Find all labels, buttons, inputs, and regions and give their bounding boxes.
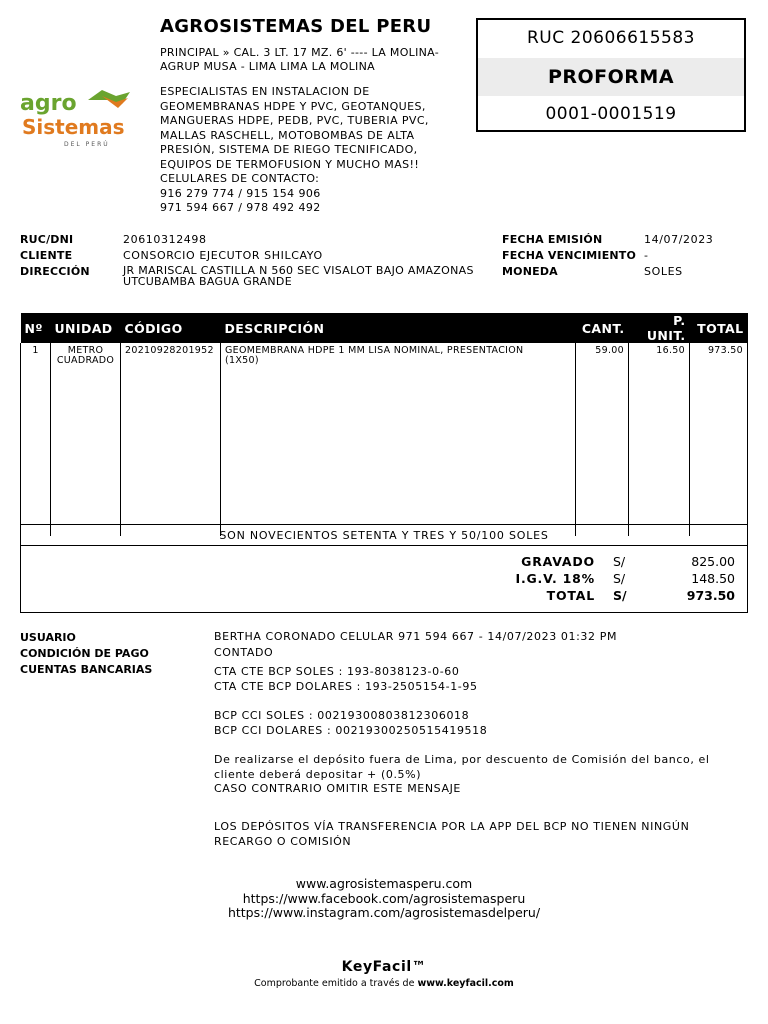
row-unit-price: 16.50 [629,343,690,536]
facebook-link[interactable]: https://www.facebook.com/agrosistemasperu [242,890,526,906]
instagram-link[interactable]: https://www.instagram.com/agrosistemasdelperu/ [227,905,541,920]
company-links [0,877,768,921]
header-quantity: CANT. [576,313,629,343]
keyfacil-brand: KeyFacil™ [341,959,427,975]
gravado-value: 825.00 [691,554,735,569]
bank-account-line: CTA CTE BCP DOLARES : 193-2505154-1-95 [214,679,478,693]
bank-cci-line: BCP CCI SOLES : 00219300803812306018 [214,709,470,722]
header-number: Nº [21,313,51,343]
document-id-box [476,18,746,132]
payment-label: CONDICIÓN DE PAGO [20,647,149,660]
transfer-note-line: RECARGO O COMISIÓN [214,834,352,848]
bank-cci [214,709,487,738]
header-unit-price: P. UNIT. [629,313,690,343]
row-unit-line: CUADRADO [56,355,115,366]
row-description-line: (1X50) [225,355,259,366]
specialty-line: 916 279 774 / 915 154 906 [160,186,321,200]
total-value: 973.50 [686,588,735,603]
ruc-dni-value: 20610312498 [123,233,207,246]
user-value: BERTHA CORONADO CELULAR 971 594 667 - 14/07/2023 01:32 PM [214,630,618,643]
items-table [20,313,748,536]
bank-cci-line: BCP CCI DOLARES : 00219300250515419518 [214,723,488,737]
amount-in-words: SON NOVECIENTOS SETENTA Y TRES Y 50/100 SOLES [20,524,748,546]
total-label: TOTAL [546,588,595,603]
row-code: 20210928201952 [121,343,221,536]
due-date-value: - [644,249,649,262]
igv-label: I.G.V. 18% [515,571,595,586]
emitted-by [0,978,768,989]
deposit-note [214,753,710,797]
specialty-line: PRESIÓN, SISTEMA DE RIEGO TECNIFICADO, [160,143,418,156]
keyfacil-link[interactable]: www.keyfacil.com [417,978,514,989]
user-label: USUARIO [20,631,76,644]
deposit-note-line: De realizarse el depósito fuera de Lima, por descuento de Comisión del banco, el [214,753,710,766]
due-date-label: FECHA VENCIMIENTO [502,249,637,262]
document-number: 0001-0001519 [545,104,677,124]
logo-text-agro: agro [20,91,77,116]
issue-date-value: 14/07/2023 [644,233,714,246]
logo-graphic [18,86,158,150]
row-number: 1 [21,343,51,536]
address-line: AGRUP MUSA - LIMA LIMA LA MOLINA [160,60,375,73]
specialty-line: 971 594 667 / 978 492 492 [160,201,321,214]
row-description [221,343,576,536]
issuer-ruc: RUC 20606615583 [526,28,695,48]
specialty-line: MALLAS RASCHELL, MOTOBOMBAS DE ALTA [160,128,415,142]
header-code: CÓDIGO [121,313,221,343]
address-value [123,265,474,287]
header-unit: UNIDAD [51,313,121,343]
row-unit [51,343,121,536]
row-unit-line: METRO [67,345,104,356]
currency-value: SOLES [644,265,683,278]
bank-account-line: CTA CTE BCP SOLES : 193-8038123-0-60 [214,665,460,678]
logo-text-sistemas: Sistemas [22,115,125,139]
deposit-note-line: CASO CONTRARIO OMITIR ESTE MENSAJE [214,782,461,795]
table-header-row [21,313,748,343]
gravado-currency: S/ [613,554,626,569]
company-logo [18,86,158,150]
table-row [21,343,748,536]
specialty-line: CELULARES DE CONTACTO: [160,172,320,185]
issue-date-label: FECHA EMISIÓN [502,233,603,246]
specialty-line: ESPECIALISTAS EN INSTALACION DE [160,85,370,98]
row-total: 973.50 [690,343,748,536]
header-total: TOTAL [690,313,748,343]
transfer-note [214,820,689,849]
ruc-dni-label: RUC/DNI [20,233,74,246]
bank-accounts [214,665,478,694]
specialty-line: EQUIPOS DE TERMOFUSION Y MUCHO MAS!! [160,157,420,171]
address-line: PRINCIPAL » CAL. 3 LT. 17 MZ. 6' ---- LA MOLINA- [160,46,440,59]
totals-box [20,546,748,613]
row-quantity: 59.00 [576,343,629,536]
company-name: AGROSISTEMAS DEL PERU [160,16,432,37]
total-currency: S/ [613,588,627,603]
header-description: DESCRIPCIÓN [221,313,576,343]
deposit-note-line: cliente deberá depositar + (0.5%) [214,767,422,781]
igv-value: 148.50 [691,571,735,586]
transfer-note-line: LOS DEPÓSITOS VÍA TRANSFERENCIA POR LA APP DEL BCP NO TIENEN NINGÚN [214,820,690,833]
specialty-line: MANGUERAS HDPE, PEDB, PVC, TUBERIA PVC, [160,114,429,127]
client-value: CONSORCIO EJECUTOR SHILCAYO [123,249,323,262]
website-link[interactable]: www.agrosistemasperu.com [295,876,473,891]
gravado-label: GRAVADO [521,554,595,569]
igv-currency: S/ [613,571,626,586]
address-value-line: UTCUBAMBA BAGUA GRANDE [123,275,292,288]
document-type: PROFORMA [478,58,744,96]
row-description-line: GEOMEMBRANA HDPE 1 MM LISA NOMINAL, PRESENTACION [225,345,524,356]
currency-label: MONEDA [502,265,558,278]
specialty-line: GEOMEMBRANAS HDPE Y PVC, GEOTANQUES, [160,99,426,113]
address-value-line: JR MARISCAL CASTILLA N 560 SEC VISALOT BAJO AMAZONAS [123,264,474,277]
payment-value: CONTADO [214,646,274,659]
company-specialties [160,85,450,216]
address-label: DIRECCIÓN [20,265,90,278]
company-address [160,46,460,74]
bank-accounts-label: CUENTAS BANCARIAS [20,663,153,676]
client-label: CLIENTE [20,249,73,262]
logo-text-sub: DEL PERÚ [64,141,110,148]
emitted-by-prefix: Comprobante emitido a través de [254,978,418,989]
